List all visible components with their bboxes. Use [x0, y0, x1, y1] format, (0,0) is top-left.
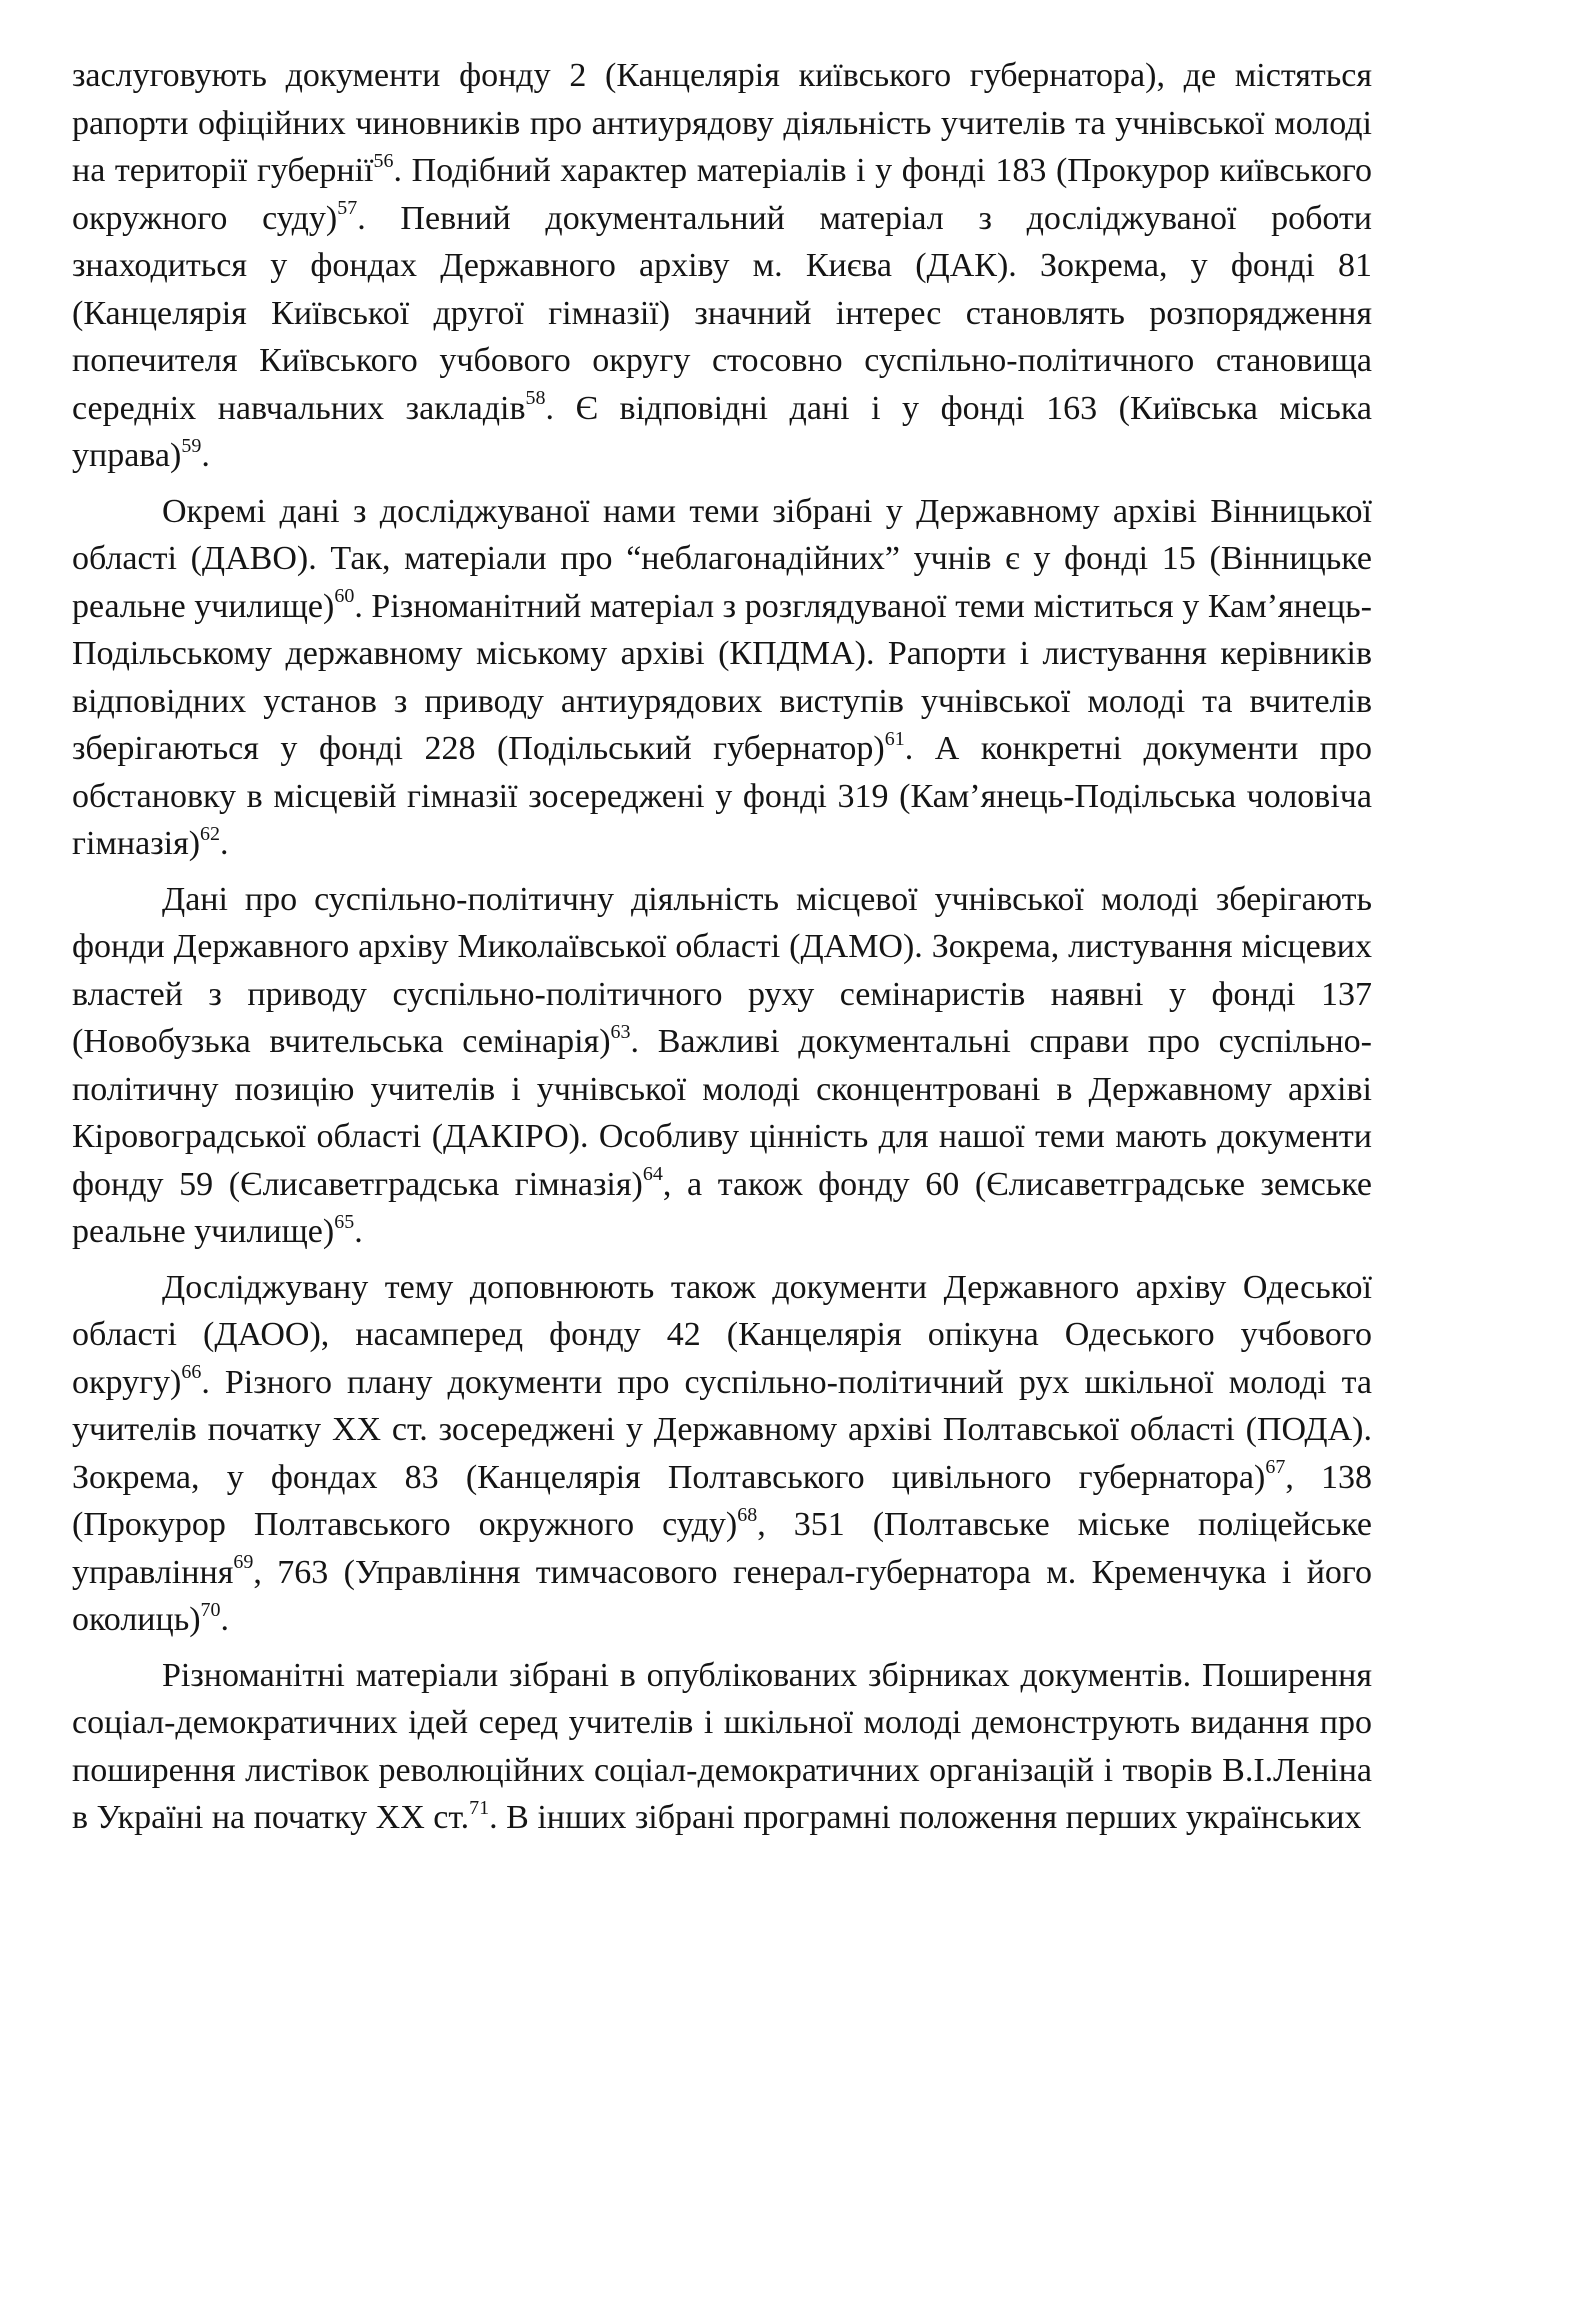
footnote-ref: 64: [642, 1163, 663, 1186]
footnote-ref: 62: [200, 822, 221, 845]
text-run: , 351 (Полтавське міське поліцейське управління: [72, 1506, 1372, 1591]
footnote-ref: 69: [233, 1551, 254, 1574]
text-run: . Різного плану документи про суспільно-політичний рух шкільної молоді та учителів початку XX ст. зосереджені у Державному архіві Полтавської області (ПОДА). Зокрема, у фондах 83 (Канцелярія Полтавського цивільного губернатора): [72, 1363, 1372, 1496]
text-run: .: [220, 1601, 230, 1638]
text-run: . Важливі документальні справи про суспільно-політичну позицію учителів і учнівської молоді сконцентровані в Державному архіві Кіровоградської області (ДАКІРО). Особливу цінність для нашої теми мають документи фонду 59 (Єлисаветградська гімназія): [72, 1023, 1372, 1203]
text-run: , 138 (Прокурор Полтавського окружного суду): [72, 1458, 1372, 1543]
text-run: , 763 (Управління тимчасового генерал-губернатора м. Кременчука і його околиць): [72, 1553, 1372, 1638]
text-run: заслуговують документи фонду 2 (Канцелярія київського губернатора), де містяться рапорти офіційних чиновників про антиурядову діяльність учителів та учнівської молоді на території губернії: [72, 57, 1372, 189]
paragraph-5: [72, 1652, 1372, 1842]
text-run: Окремі дані з досліджуваної нами теми зібрані у Державному архіві Вінницької області (ДАВО). Так, матеріали про “неблагонадійних” учнів є у фонді 15 (Вінницьке реальне училище): [72, 492, 1372, 625]
text-run: , а також фонду 60 (Єлисаветградське земське реальне училище): [72, 1165, 1372, 1250]
footnote-ref: 71: [469, 1796, 490, 1819]
text-run: . Подібний характер матеріалів і у фонді 183 (Прокурор київського окружного суду): [72, 152, 1372, 237]
footnote-ref: 63: [610, 1020, 631, 1043]
text-run: Досліджувану тему доповнюють також документи Державного архіву Одеської області (ДАОО), насамперед фонду 42 (Канцелярія опікуна Одеського учбового округу): [72, 1268, 1372, 1401]
document-page: [72, 52, 1372, 1842]
text-run: . Є відповідні дані і у фонді 163 (Київська міська управа): [72, 389, 1372, 474]
text-run: . Різноманітний матеріал з розглядуваної теми міститься у Кам’янець-Подільському державному міському архіві (КПДМА). Рапорти і листування керівників відповідних установ з приводу антиурядових виступів учнівської молоді та вчителів зберігаються у фонді 228 (Подільський губернатор): [72, 587, 1372, 767]
text-run: Дані про суспільно-політичну діяльність місцевої учнівської молоді зберігають фонди Державного архіву Миколаївської області (ДАМО). Зокрема, листування місцевих властей з приводу суспільно-політичного руху семінаристів наявні у фонді 137 (Новобузька вчительська семінарія): [72, 880, 1372, 1060]
footnote-ref: 70: [200, 1598, 221, 1621]
text-run: . В інших зібрані програмні положення перших українських: [489, 1799, 1362, 1836]
text-run: .: [220, 825, 229, 862]
text-run: Різноманітні матеріали зібрані в опублікованих збірниках документів. Поширення соціал-демократичних ідей серед учителів і шкільної молоді демонструють видання про поширення листівок революційних соціал-демократичних організацій і творів В.І.Леніна в Україні на початку XX ст.: [72, 1656, 1372, 1836]
paragraph-3: [72, 876, 1372, 1256]
footnote-ref: 67: [1265, 1456, 1286, 1479]
paragraph-2: [72, 488, 1372, 868]
text-run: .: [201, 437, 210, 474]
footnote-ref: 56: [373, 149, 394, 172]
text-run: .: [354, 1213, 363, 1250]
text-run: . Певний документальний матеріал з досліджуваної роботи знаходиться у фондах Державного архіву м. Києва (ДАК). Зокрема, у фонді 81 (Канцелярія Київської другої гімназії) значний інтерес становлять розпорядження попечителя Київського учбового округу стосовно суспільно-політичного становища середніх навчальних закладів: [72, 199, 1372, 427]
footnote-ref: 57: [337, 197, 358, 220]
paragraph-4: [72, 1264, 1372, 1644]
footnote-ref: 68: [737, 1503, 758, 1526]
footnote-ref: 58: [525, 387, 546, 410]
footnote-ref: 65: [334, 1210, 355, 1233]
footnote-ref: 61: [884, 727, 905, 750]
text-run: . А конкретні документи про обстановку в місцевій гімназії зосереджені у фонді 319 (Кам’янець-Подільська чоловіча гімназія): [72, 730, 1373, 862]
footnote-ref: 60: [334, 585, 355, 608]
paragraph-1: [72, 52, 1372, 480]
footnote-ref: 59: [181, 434, 202, 457]
footnote-ref: 66: [181, 1361, 202, 1384]
